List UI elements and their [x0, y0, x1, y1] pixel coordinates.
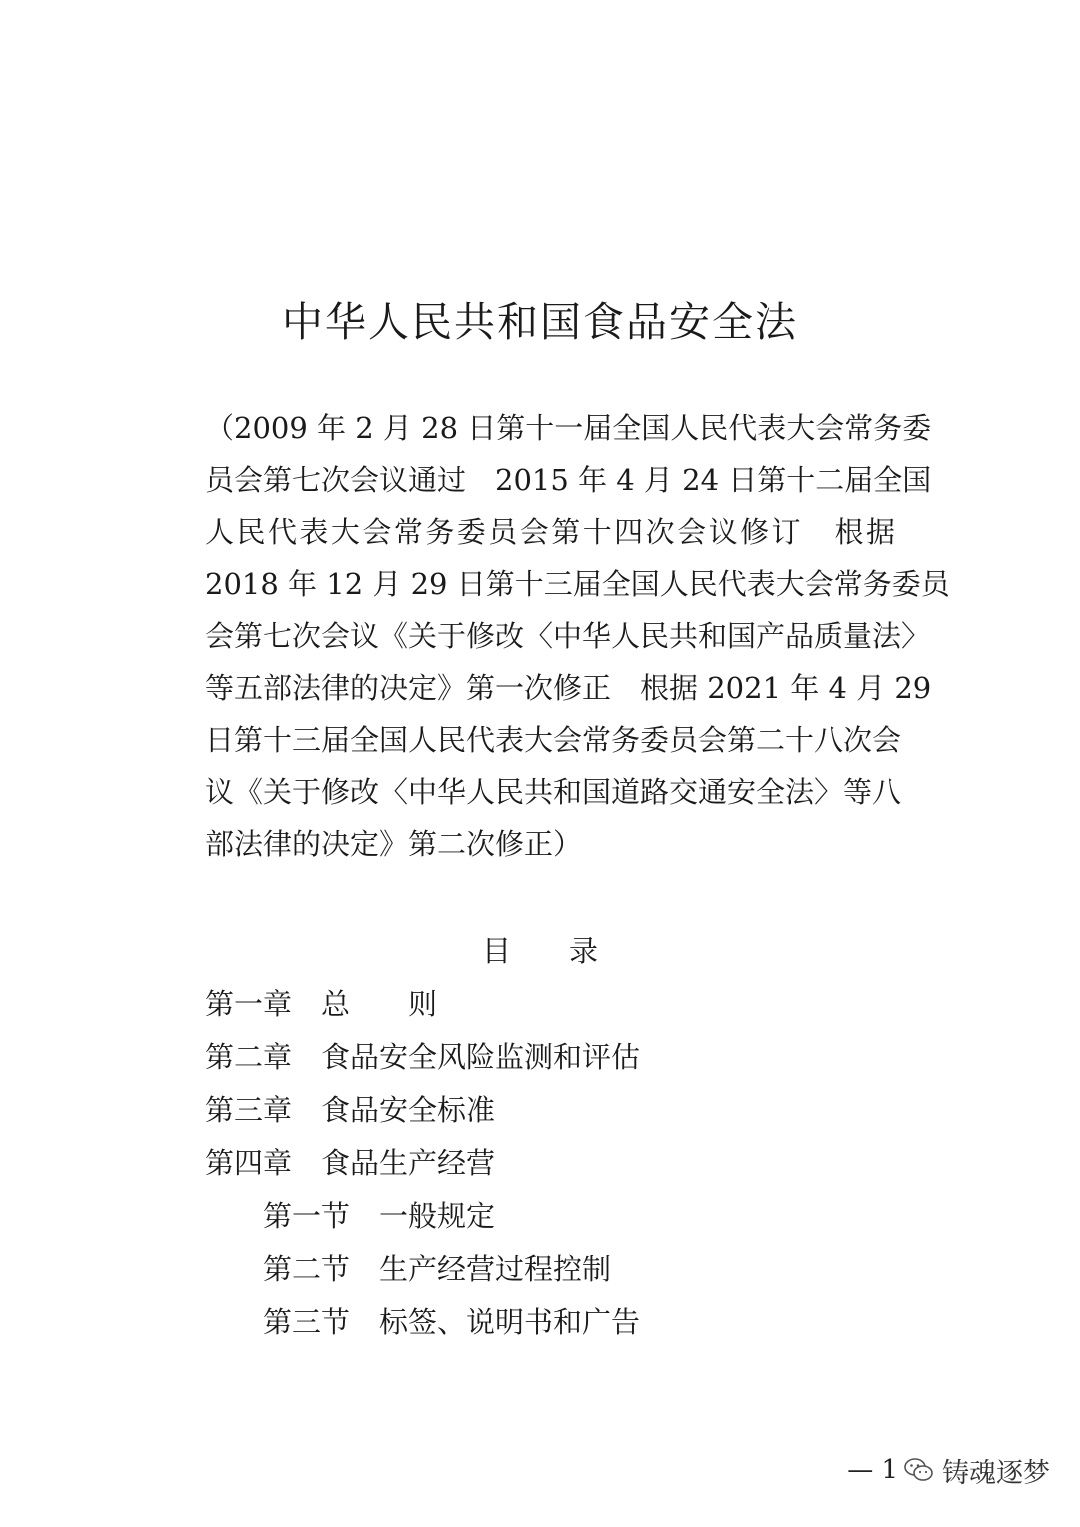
- toc-item-title: 食品安全标准: [321, 1093, 496, 1127]
- preamble-line: 日第十三届全国人民代表大会常务委员会第二十八次会: [205, 723, 902, 757]
- toc-item-number: 第三章: [205, 1093, 293, 1127]
- toc-item: [205, 1031, 640, 1084]
- toc-item-title: 生产经营过程控制: [379, 1252, 612, 1286]
- preamble-line: 2018 年 12 月 29 日第十三届全国人民代表大会常务委员: [205, 567, 950, 601]
- toc-item-title: 总则: [321, 987, 496, 1021]
- toc-item-number: 第三节: [263, 1305, 351, 1339]
- preamble-line: 等五部法律的决定》第一次修正 根据 2021 年 4 月 29: [205, 671, 932, 705]
- preamble-line: 人民代表大会常务委员会第十四次会议修订 根据: [205, 515, 895, 549]
- table-of-contents: [205, 978, 640, 1349]
- preamble-line: 部法律的决定》第二次修正）: [205, 827, 583, 861]
- toc-subitem: [205, 1190, 640, 1243]
- toc-heading-left: 目: [481, 934, 511, 968]
- toc-item-number: 第四章: [205, 1146, 293, 1180]
- toc-subitem: [205, 1243, 640, 1296]
- toc-item: [205, 1137, 640, 1190]
- toc-item-number: 第一节: [263, 1199, 351, 1233]
- toc-item-title: 食品生产经营: [321, 1146, 496, 1180]
- preamble-line: 员会第七次会议通过 2015 年 4 月 24 日第十二届全国: [205, 463, 932, 497]
- toc-item-number: 第二节: [263, 1252, 351, 1286]
- toc-item: [205, 1084, 640, 1137]
- preamble-line: 议《关于修改〈中华人民共和国道路交通安全法〉等八: [205, 775, 902, 809]
- preamble-line: （2009 年 2 月 28 日第十一届全国人民代表大会常务委: [205, 411, 932, 445]
- toc-item-title: 标签、说明书和广告: [379, 1305, 641, 1339]
- toc-item-title: 一般规定: [379, 1199, 496, 1233]
- document-title: 中华人民共和国食品安全法: [282, 298, 798, 346]
- toc-heading: [0, 925, 1080, 977]
- toc-item: [205, 978, 640, 1031]
- toc-item-number: 第二章: [205, 1040, 293, 1074]
- toc-heading-right: 录: [569, 934, 599, 968]
- toc-subitem: [205, 1296, 640, 1349]
- toc-item-title: 食品安全风险监测和评估: [321, 1040, 641, 1074]
- preamble-line: 会第七次会议《关于修改〈中华人民共和国产品质量法〉: [205, 619, 931, 653]
- page-footer: [847, 1448, 1050, 1492]
- toc-item-number: 第一章: [205, 987, 293, 1021]
- wechat-icon: [904, 1457, 934, 1483]
- preamble: [205, 402, 950, 870]
- page-number: — 1: [847, 1455, 898, 1485]
- watermark-text: 铸魂逐梦: [942, 1457, 1050, 1489]
